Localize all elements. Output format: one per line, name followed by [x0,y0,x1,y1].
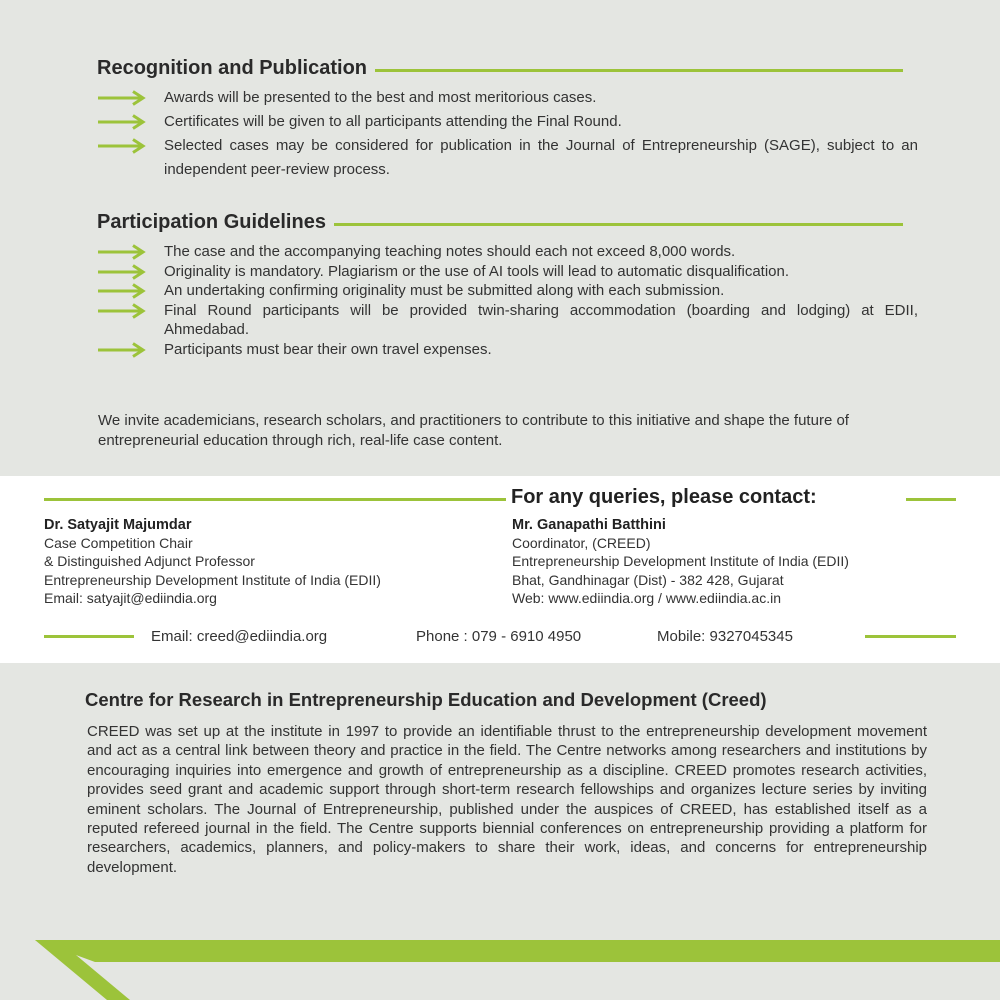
contact-person-left [44,516,381,607]
list-item-text: The case and the accompanying teaching notes should each not exceed 8,000 words. [164,243,736,260]
list-item-text: An undertaking confirming originality must be submitted along with each submission. [164,282,725,299]
arrow-right-icon [98,303,146,319]
guidelines-heading [97,211,903,234]
creed-title: Centre for Research in Entrepreneurship Education and Development (Creed) [85,689,767,710]
contact-role: & Distinguished Adjunct Professor [44,553,255,570]
contact-email[interactable]: Email: satyajit@ediindia.org [44,589,217,606]
list-item [98,242,918,262]
contact-rule-right [906,498,956,501]
list-item [98,134,918,182]
guidelines-list [98,242,918,359]
arrow-right-icon [98,342,146,358]
list-item [98,301,918,340]
guidelines-title: Participation Guidelines [97,211,326,233]
recognition-heading [97,57,903,80]
contact-name: Dr. Satyajit Majumdar [44,517,192,533]
contact-web[interactable]: Web: www.ediindia.org / www.ediindia.ac.in [512,589,781,606]
contact-person-right [512,516,849,607]
heading-rule [375,69,903,72]
recognition-list [98,86,918,182]
list-item-text: Originality is mandatory. Plagiarism or the use of AI tools will lead to automatic disqualification. [164,262,790,280]
contact-address: Bhat, Gandhinagar (Dist) - 382 428, Gujarat [512,571,784,588]
footer-email[interactable]: Email: creed@ediindia.org [151,628,328,645]
arrow-right-icon [98,283,146,299]
recognition-title: Recognition and Publication [97,57,367,79]
footer-rule-left [44,635,134,638]
list-item-text: Selected cases may be considered for publication in the Journal of Entrepreneurship (SAGE), subject to an independent peer-review process. [164,137,918,178]
contact-institute: Entrepreneurship Development Institute of India (EDII) [512,553,849,570]
list-item-text: Certificates will be given to all participants attending the Final Round. [164,113,622,130]
arrow-right-icon [98,114,146,130]
invite-paragraph: We invite academicians, research scholars, and practitioners to contribute to this initiative and shape the future of entrepreneurial education through rich, real-life case content. [98,412,849,449]
list-item [98,86,918,110]
list-item [98,340,918,360]
contact-institute: Entrepreneurship Development Institute of India (EDII) [44,571,381,588]
contact-name: Mr. Ganapathi Batthini [512,517,666,533]
arrow-right-icon [98,90,146,106]
contact-role: Coordinator, (CREED) [512,535,651,552]
decorative-bottom-band [0,940,1000,1000]
list-item-text: Final Round participants will be provided twin-sharing accommodation (boarding and lodging) at EDII, Ahmedabad. [164,301,918,338]
arrow-right-icon [98,264,146,280]
heading-rule [334,223,903,226]
contact-role: Case Competition Chair [44,535,193,552]
list-item [98,281,918,301]
list-item [98,110,918,134]
footer-phone[interactable]: Phone : 079 - 6910 4950 [416,628,582,645]
arrow-right-icon [98,138,146,154]
list-item [98,262,918,282]
footer-rule-right [865,635,956,638]
creed-body: CREED was set up at the institute in 1997 to provide an identifiable thrust to the entrepreneurship development movement and act as a central link between theory and practice in the field. The Centre networks among researchers and institutions by encouraging inquiries into emergence and growth of entrepreneurship as a discipline. CREED promotes research activities, provides seed grant and academic support through short-term research fellowships and organizes lecture series by inviting eminent scholars. The Journal of Entrepreneurship, published under the auspices of CREED, has established itself as a reputed refereed journal in the field. The Centre supports biennial conferences on entrepreneurship providing a platform for researchers, academics, planners, and policy-makers to share their work, ideas, and concerns for entrepreneurship development. [87,723,927,876]
list-item-text: Participants must bear their own travel expenses. [164,340,492,358]
contact-rule-left [44,498,506,501]
list-item-text: Awards will be presented to the best and most meritorious cases. [164,89,597,106]
contact-section [0,476,1000,663]
footer-mobile[interactable]: Mobile: 9327045345 [657,628,793,645]
contact-title: For any queries, please contact: [511,486,817,508]
arrow-right-icon [98,244,146,260]
